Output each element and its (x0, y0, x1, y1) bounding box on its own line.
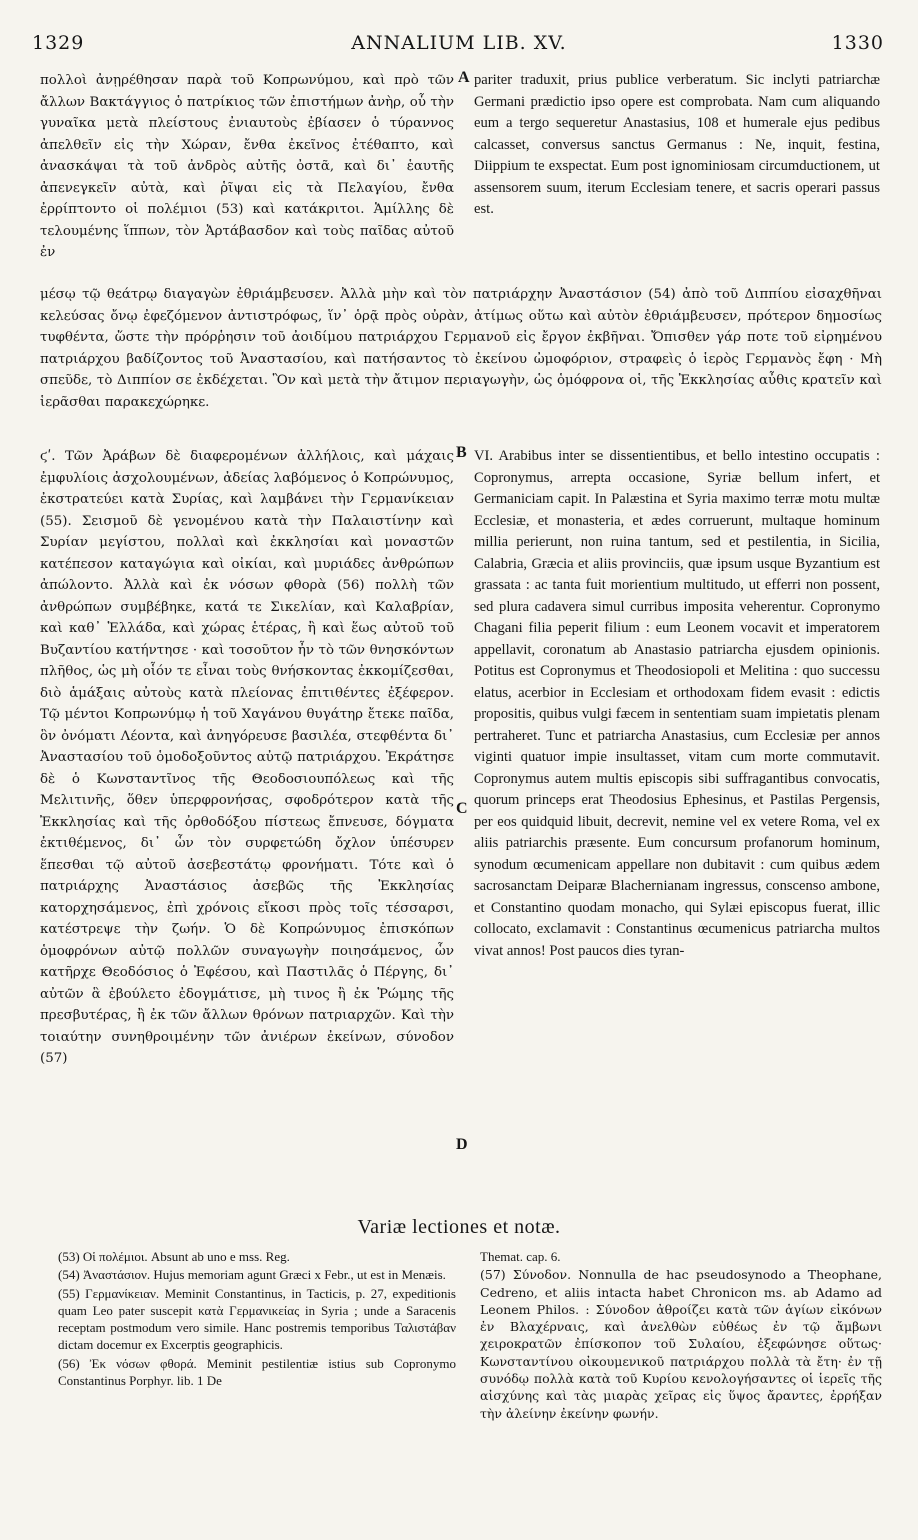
note-55: (55) Γερμανίκειαν. Meminit Constantinus, in Tacticis, p. 27, expeditionis quam Leo pater suscepit κατὰ Γερμανικείας in Syria ; unde a Saracenis receptam postmodum vero simile. Hanc postremis temporibus Ταλιστάβαν dictam docemur ex Excerptis geographicis. (58, 1285, 456, 1353)
greek-column-top (40, 70, 454, 264)
note-54: (54) Ἀναστάσιον. Hujus memoriam agunt Græci x Febr., ut est in Menæis. (58, 1267, 446, 1283)
note-56-continued: Themat. cap. 6. (480, 1249, 561, 1264)
greek-fullwidth-paragraph (40, 284, 882, 413)
latin-paragraph-top: pariter traduxit, prius publice verberatum. Sic inclyti patriarchæ Germani prædictio ipso opere est comprobata. Nam cum aliquando eum a tergo sequeretur Anastasius, 108 et humerale ejus pedibus calcasset, conversus sanctus Germanus : Ne, inquit, festina, Diippium te exspectat. Eum post ignominiosam circumductionem, ut assensorem suum, iterum Ecclesiam tenere, et sacris operari passus est. (474, 72, 880, 217)
latin-column-top (474, 70, 880, 221)
notes-right-column (480, 1248, 882, 1423)
note-53: (53) Οἱ πολέμιοι. Absunt ab uno e mss. Reg. (58, 1249, 290, 1264)
note-56: (56) Ἐκ νόσων φθορά. Meminit pestilentiæ istius sub Copronymo Constantinus Porphyr. lib. 1 De (58, 1355, 456, 1389)
greek-paragraph-top: πολλοὶ ἀνῃρέθησαν παρὰ τοῦ Κοπρωνύμου, καὶ πρὸ τῶν ἄλλων Βακτάγγιος ὁ πατρίκιος τῶν ἐπιστήμων ἀνὴρ, οὗ τὴν γυναῖκα μετὰ πλείστους ἐνιαυτοὺς ἐβίασεν ὁ τύραννος ἀπελθεῖν εἰς τὴν Χώραν, ἔνθα ἐκεῖνος ἐτέθαπτο, καὶ ἀνασκάψαι τὰ τοῦ ἀνδρὸς αὐτῆς ὀστᾶ, καὶ δι᾽ ἑαυτῆς ἀπενεγκεῖν αὐτὰ, καὶ ῥῖψαι εἰς τὰ Πελαγίου, ἔνθα ἐρρίπτοντο οἱ πολέμιοι (53) καὶ κατάκριτοι. Ἁμίλλης δὲ τελουμένης ἵππων, τὸν Ἀρτάβασδον καὶ τοὺς παῖδας αὐτοῦ ἐν (40, 73, 454, 260)
page-number-left: 1329 (32, 32, 85, 54)
greek-paragraph-main: ϛʹ. Τῶν Ἀράβων δὲ διαφερομένων ἀλλήλοις, καὶ μάχαις ἐμφυλίοις ἀσχολουμένων, ἀδείας λαβόμενος ὁ Κοπρώνυμος, ἐκστρατεύει κατὰ Συρίας, καὶ λαμβάνει τὴν Γερμανίκειαν (55). Σεισμοῦ δὲ γενομένου κατὰ τὴν Παλαιστίνην καὶ Συρίαν μεγίστου, πολλαὶ καὶ ἐκκλησίαι καὶ μοναστῶν κατέπεσον καταγώγια καὶ οἰκίαι, καὶ μυριάδες ἀνθρώπων ἀπώλοντο. Ἀλλὰ καὶ ἐκ νόσων φθορὰ (56) πολλὴ τῶν ἀνθρώπων συμβέβηκε, κατά τε Σικελίαν, καὶ Καλαβρίαν, καὶ καθ᾽ Ἑλλάδα, καὶ χώρας ἑτέρας, ἢ καὶ ἕως αὐτοῦ τοῦ Βυζαντίου κατήντησε · καὶ τοσοῦτον ἦν τὸ τῶν θνησκόντων πλῆθος, ὡς μὴ οἷόν τε εἶναι τοὺς θνήσκοντας ἐκκομίζεσθαι, διὸ ἁμάξαις αὐτοὺς κατὰ πλείονας ἐπιτιθέντες ἐξέφερον. Τῷ μέντοι Κοπρωνύμῳ ἡ τοῦ Χαγάνου θυγάτηρ ἔτεκε παῖδα, ὃν ὀνόματι Λέοντα, καὶ ἀνηγόρευσε βασιλέα, στεφθέντα δι᾽ Ἀναστασίου τοῦ ὁμοδοξοῦντος αὐτῷ πατριάρχου. Ἐκράτησε δὲ ὁ Κωνσταντῖνος τῆς Θεοδοσιουπόλεως καὶ τῆς Μελιτινῆς, ὅθεν ὑπερφρονήσας, σφοδρότερον κατὰ τῆς Ἐκκλησίας καὶ τῆς ὀρθοδόξου πίστεως ἔπνευσε, δόγματα ἐκτιθέμενος, δι᾽ ὧν τὸν συρφετώδη ὄχλον ὑπέσυρεν ἕπεσθαι τῷ αὐτοῦ ἀσεβεστάτῳ φρονήματι. Τότε καὶ ὁ πατριάρχης Ἀναστάσιος ἀσεβῶς τῆς Ἐκκλησίας κατορχησάμενος, ἐπὶ χρόνοις εἴκοσι πρὸς τοῖς τέσσαρσι, κατέστρεψε τὴν ζωήν. Ὁ δὲ Κοπρώνυμος ἐπισκόπων ὁμοφρόνων αὐτῷ πολλῶν συναγωγὴν ποιησάμενος, ὧν κατῆρχε Θεοδόσιος ὁ Ἐφέσου, καὶ Παστιλᾶς ὁ Πέργης, δι᾽ αὐτῶν ἃ ἐβούλετο ἐδογμάτισε, μὴ τινος ἢ ἐκ Ῥώμης τῆς πρεσβυτέρας, ἢ ἐκ τῶν ἄλλων θρόνων πατριαρχῶν. Καὶ τὴν τοιαύτην συνηθροιμένην τῶν ἀνιέρων ἐκείνων, σύνοδον (57) (40, 449, 454, 1066)
note-57: (57) Σύνοδον. Nonnulla de hac pseudosynodo a Theophane, Cedreno, et aliis intacta habet Chronicon ms. ab Adamo ad Leonem Philos. : Σύνοδον ἀθροίζει κατὰ τῶν ἁγίων εἰκόνων ἐν Βλαχέρναις, καὶ ἀνελθὼν εὐθέως ἐν τῷ ἄμβωνι χειροκρατῶν ἐπίσκοπον τοῦ Συλαίου, ἐξεφώνησε οὕτως· Κωνσταντίνου οἰκουμενικοῦ πατριάρχου πολλὰ τὰ ἔτη· ἐν τῇ συνόδῳ πολλὰ κατὰ τοῦ Κυρίου κενολογήσαντες οἱ ἱερεῖς τῆς αἰσχύνης καὶ τὰς μιαρὰς χεῖρας εἰς ὕψος ἄραντες, ἐρρήξαν τὴν ἀλείνην ἐκείνην φωνήν. (480, 1267, 882, 1421)
greek-fullwidth-text: μέσῳ τῷ θεάτρῳ διαγαγὼν ἐθριάμβευσεν. Ἀλλὰ μὴν καὶ τὸν πατριάρχην Ἀναστάσιον (54) ἀπὸ τοῦ Διππίου εἰσαχθῆναι κελεύσας ὄνῳ ἐφεζόμενον ἀντιστρόφως, ἵν᾽ ὁρᾷ πρὸς οὐρὰν, ἀτίμως οὕτω καὶ αὐτὸν ἐθριάμβευσεν, πρότερον δημοσίως τυφθέντα, ὥστε τὴν πρόρῥησιν τοῦ ἀοιδίμου πατριάρχου Γερμανοῦ εἰς ἔργον ἐκβῆναι. Ὄπισθεν γάρ ποτε τοῦ εἰρημένου πατριάρχου βαδίζοντος τοῦ Ἀναστασίου, καὶ πατήσαντος τὸ ἐκείνου ὠμοφόριον, στραφεὶς ὁ ἱερὸς Γερμανὸς ἔφη · Μὴ σπεῦδε, τὸ Διππίον σε ἐκδέχεται. Ὃν καὶ μετὰ τὴν ἄτιμον περιαγωγὴν, ὡς ὁμόφρονα οἱ, τῆς Ἐκκλησίας αὖθις κρατεῖν καὶ ἱερᾶσθαι παρακεχώρηκε. (40, 287, 882, 410)
latin-paragraph-main: VI. Arabibus inter se dissentientibus, et bello intestino occupatis : Copronymus, arrepta occasione, Syriæ bellum infert, et Germaniciam capit. In Palæstina et Syria maximo terræ motu multæ Ecclesiæ, et monasteria, et ædes corruerunt, multaque hominum millia perierunt, non ruina tantum, sed et pestilentia, in Sicilia, Calabria, Græcia et aliis provinciis, quæ ipsum usque Byzantium est grassata : ac tanta fuit morientium multitudo, ut efferri non possent, sed plura cadavera simul curribus imposita veherentur. Copronymo Chagani filia peperit filium : eum Leonem vocavit et imperatorem appellavit, coronatum ab Anastasio patriarcha ejusdem opinionis. Potitus est Copronymus et Theodosiopoli et Melitina : quo successu elatus, acerbior in Ecclesiam et orthodoxam fidem evasit : edictis propositis, quibus vulgi fæcem in sententiam suam impietatis plenam pertraheret. Tunc et patriarcha Anastasius, cum Ecclesiæ per annos viginti quatuor impie insultasset, vitam cum morte commutavit. Copronymus autem multis episcopis sibi suffragantibus convocatis, quorum princeps erat Theodosius Ephesinus, et Pastilas Pergensis, per eos quidquid libuit, decrevit, nemine vel ex vetere Roma, vel ex aliis patriarchis præsente. Eum concursum profanorum hominum, synodum œcumenicam appellare non dubitavit : cum quibus ædem sacrosanctam Deiparæ Blachernianam ingressus, conscenso ambone, et Constantino quodam monacho, qui Sylæi episcopus fuerat, illic collocato, exclamavit : Constantinus œcumenicus patriarcha multos vivat annos! Post paucos dies tyran- (474, 448, 880, 959)
greek-column-main (40, 446, 454, 1070)
margin-letter-a: A (458, 69, 470, 86)
running-title: ANNALIUM LIB. XV. (351, 32, 567, 54)
running-header (0, 32, 918, 66)
margin-letter-b: B (456, 444, 467, 461)
page-number-right: 1330 (831, 32, 884, 54)
notes-left-column (58, 1248, 456, 1390)
margin-letter-c: C (456, 800, 468, 817)
margin-letter-d: D (456, 1136, 468, 1153)
notes-heading: Variæ lectiones et notæ. (357, 1216, 561, 1238)
latin-column-main (474, 446, 880, 962)
